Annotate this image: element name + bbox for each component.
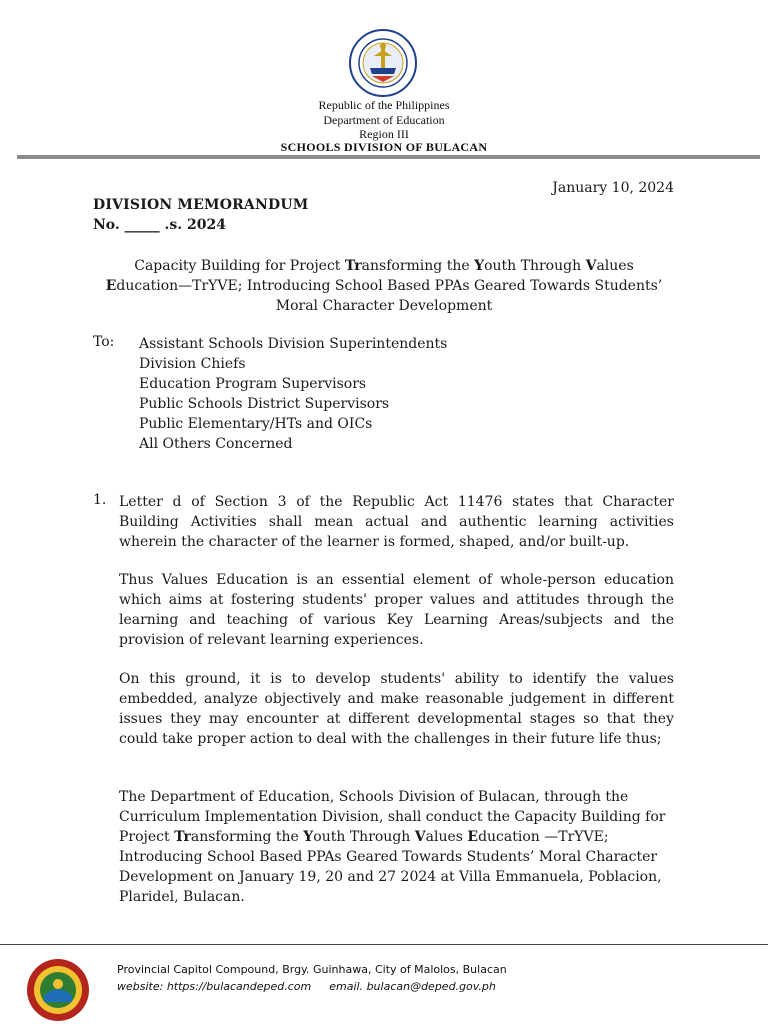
to-label: To:: [93, 334, 115, 350]
paragraph-1: Letter d of Section 3 of the Republic Act 11476 states that Character Building Activities shall mean actual and authentic learning activities wherein the character of the learner is formed, shaped, and/or built-up.: [119, 494, 674, 550]
memo-number: No. _____ .s. 2024: [93, 217, 226, 233]
header-divider: [17, 155, 760, 159]
recipient-item: Assistant Schools Division Superintendents: [139, 336, 448, 352]
division-seal-icon: [26, 958, 90, 1022]
recipient-item: Division Chiefs: [139, 356, 246, 372]
footer-website[interactable]: website: https://bulacandeped.com: [117, 980, 312, 993]
deped-seal-logo: [348, 28, 418, 98]
footer-address: Provincial Capitol Compound, Brgy. Guinhawa, City of Malolos, Bulacan: [117, 963, 507, 976]
recipient-item: Public Elementary/HTs and OICs: [139, 416, 373, 432]
recipient-item: All Others Concerned: [139, 436, 293, 452]
footer-contact: [117, 980, 496, 993]
paragraph-2: Thus Values Education is an essential element of whole-person education which aims at fostering students' proper values and attitudes through the learning and teaching of various Key Learning Areas/subjects and the provision of relevant learning experiences.: [119, 572, 674, 648]
recipient-item: Public Schools District Supervisors: [139, 396, 390, 412]
memo-date: January 10, 2024: [552, 180, 674, 196]
footer-divider: [0, 944, 768, 945]
header-division: SCHOOLS DIVISION OF BULACAN: [280, 140, 488, 154]
recipient-list: [139, 334, 447, 454]
paragraph-3: On this ground, it is to develop students' ability to identify the values embedded, analyze objectively and make reasonable judgement in different issues they may encounter at different developmental stages so that they could take proper action to deal with the challenges in their future life thus;: [119, 671, 674, 747]
recipient-item: Education Program Supervisors: [139, 376, 367, 392]
header-republic: Republic of the Philippines: [318, 98, 450, 112]
header-department: Department of Education: [323, 113, 445, 127]
footer-email[interactable]: email. bulacan@deped.gov.ph: [329, 980, 496, 993]
paragraph-4: The Department of Education, Schools Division of Bulacan, through the Curriculum Implementation Division, shall conduct the Capacity Building for Project Transforming the Youth Through Values Education —TrYVE; Introducing School Based PPAs Geared Towards Students’ Moral Character Development on January 19, 20 and 27 2024 at Villa Emmanuela, Poblacion, Plaridel, Bulacan.: [119, 789, 666, 905]
memo-subject: Capacity Building for Project Transforming the Youth Through Values Education—TrYVE; Introducing School Based PPAs Geared Towards Students’ Moral Character Development: [105, 258, 663, 314]
item-number: 1.: [93, 492, 107, 508]
header-region: Region III: [359, 127, 409, 141]
memo-title: DIVISION MEMORANDUM: [93, 197, 309, 213]
